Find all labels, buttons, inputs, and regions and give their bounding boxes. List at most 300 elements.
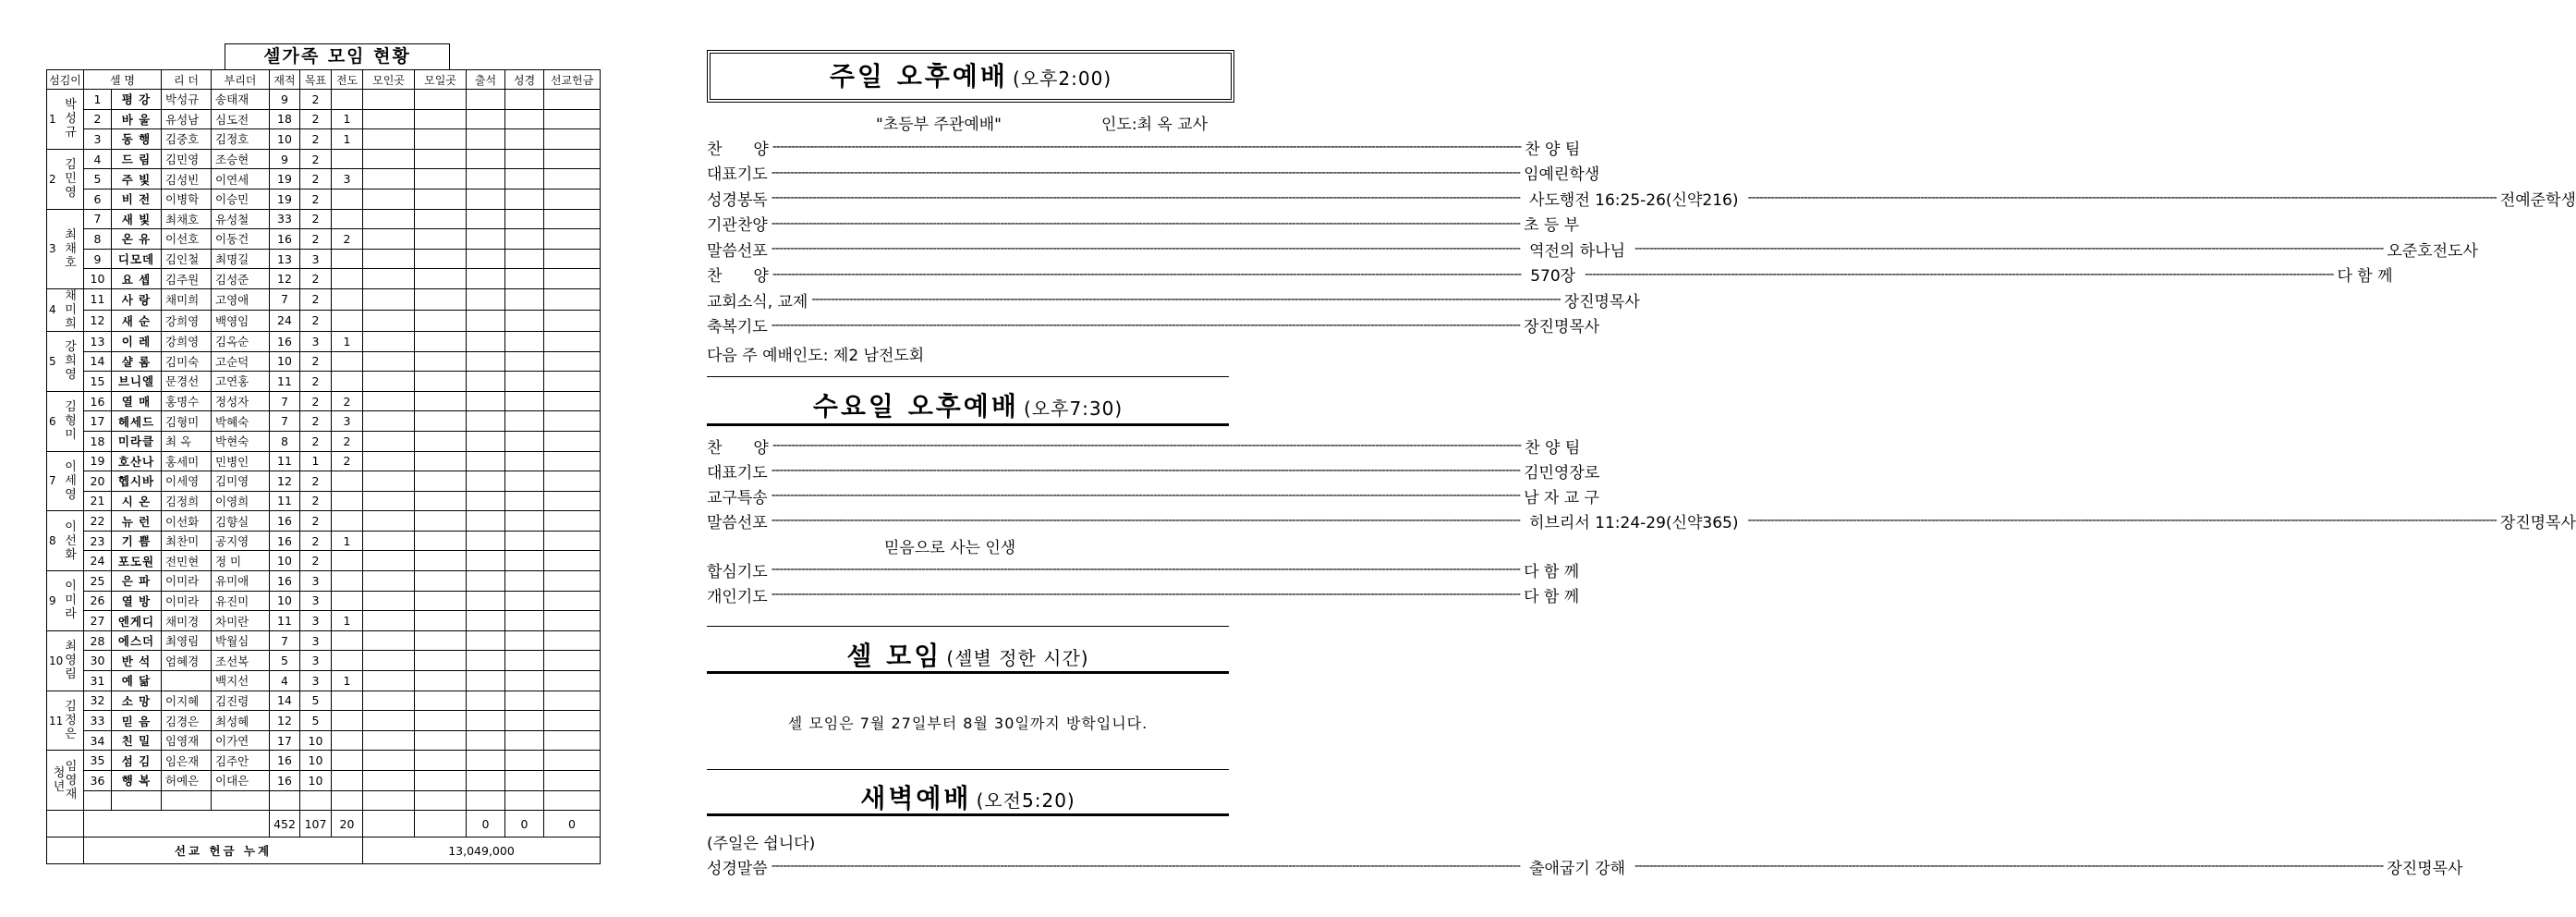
empty-cell <box>467 790 505 811</box>
dash-leader: -------------------------------------------------------------------------------------------------------------------------------------------------------------------------------------------------------- <box>772 266 1522 282</box>
group-leader-cell <box>47 751 84 811</box>
empty-cell <box>467 630 505 651</box>
subleader-name: 김옥순 <box>212 331 270 351</box>
subleader-name: 이승민 <box>212 189 270 209</box>
table-row <box>47 189 601 209</box>
cell-name: 헤세드 <box>112 411 162 432</box>
group-number: 8 <box>49 534 56 548</box>
goal-count: 2 <box>300 269 332 289</box>
wednesday-order-row <box>707 582 1580 606</box>
registered-count: 10 <box>270 551 300 571</box>
empty-cell <box>363 771 415 791</box>
table-row <box>47 229 601 250</box>
empty-cell <box>467 189 505 209</box>
dash-leader: -------------------------------------------------------------------------------------------------------------------------------------------------------------------------------------------------------- <box>1634 859 2384 874</box>
empty-cell <box>415 169 467 190</box>
empty-cell <box>415 611 467 631</box>
sunday-order-row <box>707 287 1640 312</box>
leader-name: 이세영 <box>162 471 212 492</box>
subleader-name: 송태재 <box>212 90 270 110</box>
empty-cell <box>505 711 544 731</box>
goal-count: 2 <box>300 531 332 551</box>
empty-cell <box>467 551 505 571</box>
empty-cell <box>415 531 467 551</box>
empty-cell <box>363 229 415 250</box>
row-number: 4 <box>84 149 112 169</box>
empty-cell <box>415 491 467 511</box>
empty-cell <box>467 671 505 691</box>
subleader-name: 이가연 <box>212 730 270 751</box>
empty-cell <box>505 451 544 471</box>
empty-cell <box>505 551 544 571</box>
empty-cell <box>544 471 601 492</box>
divider <box>707 671 1229 674</box>
next-week-leader: 다음 주 예배인도: 제2 남전도회 <box>707 347 925 365</box>
group-leader-name: 임영재 <box>65 759 78 801</box>
empty-cell <box>363 169 415 190</box>
order-person: 오준호전도사 <box>2387 241 2478 261</box>
table-header-row <box>47 70 601 90</box>
registered-count: 11 <box>270 611 300 631</box>
empty-cell <box>415 471 467 492</box>
cell-status-title: 셀가족 모임 현황 <box>225 43 450 69</box>
cell-meeting-time: (셀별 정한 시간) <box>946 647 1089 669</box>
wednesday-service-title: 수요일 오후예배 <box>812 391 1019 422</box>
cell-name: 엔게디 <box>112 611 162 631</box>
dash-leader: -------------------------------------------------------------------------------------------------------------------------------------------------------------------------------------------------------- <box>1634 241 2384 256</box>
group-number: 2 <box>49 172 56 186</box>
row-number: 17 <box>84 411 112 432</box>
leader-name: 홍명수 <box>162 391 212 411</box>
empty-cell <box>415 811 467 838</box>
registered-count: 16 <box>270 571 300 592</box>
cell-name: 헵시바 <box>112 471 162 492</box>
registered-count: 11 <box>270 491 300 511</box>
column-header: 재적 <box>270 70 300 90</box>
leader-name: 채미희 <box>162 288 212 310</box>
empty-cell <box>363 249 415 269</box>
dash-leader: -------------------------------------------------------------------------------------------------------------------------------------------------------------------------------------------------------- <box>772 438 1522 453</box>
cell-name: 온 유 <box>112 229 162 250</box>
empty-cell <box>467 411 505 432</box>
table-row <box>47 511 601 532</box>
evangelism-count <box>332 790 363 811</box>
cell-name: 반 석 <box>112 651 162 671</box>
row-number: 36 <box>84 771 112 791</box>
order-person: 다 함 께 <box>1524 587 1580 606</box>
order-person: 다 함 께 <box>2337 267 2393 286</box>
evangelism-count <box>332 571 363 592</box>
evangelism-count <box>332 630 363 651</box>
order-person: 김민영장로 <box>1524 463 1600 483</box>
group-leader-cell <box>47 331 84 391</box>
evangelism-count <box>332 288 363 310</box>
empty-cell <box>505 691 544 711</box>
order-person: 찬 양 팀 <box>1525 140 1581 159</box>
divider <box>707 376 1229 377</box>
subleader-name: 박현숙 <box>212 431 270 451</box>
sunday-service-header <box>707 50 1234 103</box>
total-mission: 0 <box>544 811 601 838</box>
subleader-name: 심도전 <box>212 109 270 129</box>
empty-cell <box>415 249 467 269</box>
group-number: 1 <box>49 112 56 126</box>
table-row <box>47 671 601 691</box>
goal-count: 5 <box>300 691 332 711</box>
empty-cell <box>544 229 601 250</box>
cell-name: 열 매 <box>112 391 162 411</box>
group-leader-cell <box>47 571 84 631</box>
goal-count: 2 <box>300 431 332 451</box>
empty-cell <box>505 771 544 791</box>
empty-cell <box>544 551 601 571</box>
leader-name: 이선호 <box>162 229 212 250</box>
column-header: 목표 <box>300 70 332 90</box>
sunday-order-row <box>707 135 1581 159</box>
table-row <box>47 90 601 110</box>
subleader-name <box>212 790 270 811</box>
empty-cell <box>505 129 544 150</box>
row-number: 15 <box>84 372 112 392</box>
empty-cell <box>544 711 601 731</box>
empty-cell <box>505 790 544 811</box>
leader-name: 김정희 <box>162 491 212 511</box>
empty-cell <box>415 189 467 209</box>
group-leader-name: 최채호 <box>65 227 77 270</box>
column-header: 성경 <box>505 70 544 90</box>
evangelism-count <box>332 249 363 269</box>
cell-name: 새 순 <box>112 310 162 331</box>
goal-count: 2 <box>300 109 332 129</box>
empty-cell <box>544 391 601 411</box>
wednesday-order-row <box>707 508 2576 532</box>
cell-name: 디모데 <box>112 249 162 269</box>
row-number: 34 <box>84 730 112 751</box>
empty-cell <box>363 351 415 372</box>
empty-cell <box>467 109 505 129</box>
goal-count: 2 <box>300 551 332 571</box>
goal-count: 3 <box>300 651 332 671</box>
empty-cell <box>415 730 467 751</box>
dash-leader: -------------------------------------------------------------------------------------------------------------------------------------------------------------------------------------------------------- <box>771 190 1521 205</box>
order-person: 장진명목사 <box>1563 292 1640 312</box>
cell-name: 미라클 <box>112 431 162 451</box>
order-person: 장진명목사 <box>1524 318 1600 336</box>
registered-count: 17 <box>270 730 300 751</box>
wednesday-order-row <box>707 557 1580 581</box>
row-number: 11 <box>84 288 112 310</box>
cell-name: 이 레 <box>112 331 162 351</box>
empty-cell <box>505 249 544 269</box>
empty-cell <box>544 249 601 269</box>
goal-count: 2 <box>300 129 332 150</box>
cell-name: 호산나 <box>112 451 162 471</box>
empty-cell <box>363 651 415 671</box>
subleader-name: 김미영 <box>212 471 270 492</box>
goal-count: 2 <box>300 471 332 492</box>
leader-name: 이미라 <box>162 591 212 611</box>
order-label: 성경봉독 <box>707 190 768 210</box>
empty-cell <box>544 751 601 771</box>
subleader-name: 김향실 <box>212 511 270 532</box>
empty-cell <box>363 411 415 432</box>
goal-count: 3 <box>300 331 332 351</box>
row-number: 26 <box>84 591 112 611</box>
empty-cell <box>505 391 544 411</box>
dash-leader: -------------------------------------------------------------------------------------------------------------------------------------------------------------------------------------------------------- <box>811 292 1561 307</box>
sunday-order-row <box>707 161 1600 185</box>
evangelism-count <box>332 372 363 392</box>
empty-cell <box>415 790 467 811</box>
subleader-name: 고영애 <box>212 288 270 310</box>
empty-cell <box>415 90 467 110</box>
leader-name: 최채호 <box>162 209 212 229</box>
evangelism-count: 3 <box>332 411 363 432</box>
empty-cell <box>363 269 415 289</box>
group-leader-cell <box>47 209 84 288</box>
goal-count <box>300 790 332 811</box>
goal-count: 10 <box>300 771 332 791</box>
registered-count: 8 <box>270 431 300 451</box>
cell-name: 동 행 <box>112 129 162 150</box>
empty-cell <box>544 109 601 129</box>
goal-count: 2 <box>300 391 332 411</box>
empty-cell <box>544 491 601 511</box>
empty-cell <box>363 310 415 331</box>
empty-cell <box>363 189 415 209</box>
empty-cell <box>467 331 505 351</box>
evangelism-count <box>332 149 363 169</box>
registered-count: 19 <box>270 169 300 190</box>
subleader-name: 백영임 <box>212 310 270 331</box>
goal-count: 2 <box>300 351 332 372</box>
row-number: 8 <box>84 229 112 250</box>
empty-cell <box>544 431 601 451</box>
empty-cell <box>467 651 505 671</box>
empty-cell <box>505 169 544 190</box>
table-row <box>47 411 601 432</box>
goal-count: 2 <box>300 411 332 432</box>
empty-cell <box>544 129 601 150</box>
evangelism-count <box>332 551 363 571</box>
empty-cell <box>544 209 601 229</box>
leader-name: 홍세미 <box>162 451 212 471</box>
column-header: 부리더 <box>212 70 270 90</box>
row-number: 18 <box>84 431 112 451</box>
empty-cell <box>415 269 467 289</box>
row-number: 6 <box>84 189 112 209</box>
cell-name: 기 쁨 <box>112 531 162 551</box>
empty-cell <box>363 811 415 838</box>
empty-cell <box>467 229 505 250</box>
empty-cell <box>415 691 467 711</box>
total-goal: 107 <box>300 811 332 838</box>
table-row <box>47 109 601 129</box>
empty-cell <box>467 351 505 372</box>
empty-cell <box>544 531 601 551</box>
group-leader-cell <box>47 391 84 451</box>
row-number: 2 <box>84 109 112 129</box>
sunday-service-title: 주일 오후예배 <box>829 61 1008 92</box>
table-row <box>47 630 601 651</box>
evangelism-count: 2 <box>332 391 363 411</box>
sunday-order-row <box>707 212 1580 236</box>
evangelism-count: 1 <box>332 671 363 691</box>
column-header: 출석 <box>467 70 505 90</box>
leader-name <box>162 790 212 811</box>
empty-cell <box>505 511 544 532</box>
evangelism-count <box>332 591 363 611</box>
total-evangelism: 20 <box>332 811 363 838</box>
empty-cell <box>505 591 544 611</box>
order-person: 남 자 교 구 <box>1524 488 1599 507</box>
subleader-name: 고순덕 <box>212 351 270 372</box>
row-number: 27 <box>84 611 112 631</box>
table-row <box>47 471 601 492</box>
sunday-theme: "초등부 주관예배" <box>876 116 1002 134</box>
group-leader-cell <box>47 691 84 751</box>
table-row <box>47 209 601 229</box>
registered-count: 19 <box>270 189 300 209</box>
total-attendance: 0 <box>467 811 505 838</box>
row-number: 20 <box>84 471 112 492</box>
table-row <box>47 491 601 511</box>
goal-count: 3 <box>300 671 332 691</box>
empty-cell <box>47 811 84 838</box>
row-number: 23 <box>84 531 112 551</box>
leader-name: 김중호 <box>162 129 212 150</box>
group-leader-name: 박성규 <box>65 98 77 141</box>
dash-leader: -------------------------------------------------------------------------------------------------------------------------------------------------------------------------------------------------------- <box>771 587 1521 602</box>
dash-leader: -------------------------------------------------------------------------------------------------------------------------------------------------------------------------------------------------------- <box>771 488 1521 503</box>
evangelism-count: 1 <box>332 611 363 631</box>
table-row <box>47 651 601 671</box>
registered-count: 16 <box>270 511 300 532</box>
order-content: 사도행전 16:25-26(신약216) <box>1529 190 1739 210</box>
table-row <box>47 372 601 392</box>
row-number: 13 <box>84 331 112 351</box>
empty-cell <box>363 149 415 169</box>
cell-name: 행 복 <box>112 771 162 791</box>
dash-leader: -------------------------------------------------------------------------------------------------------------------------------------------------------------------------------------------------------- <box>771 241 1521 256</box>
cell-name: 샬 롬 <box>112 351 162 372</box>
table-row <box>47 751 601 771</box>
empty-cell <box>415 229 467 250</box>
leader-name: 이선화 <box>162 511 212 532</box>
cell-name <box>112 790 162 811</box>
divider <box>707 769 1229 770</box>
empty-cell <box>505 491 544 511</box>
leader-name: 이병학 <box>162 189 212 209</box>
dawn-service-header <box>707 778 1229 815</box>
empty-cell <box>544 149 601 169</box>
group-number: 7 <box>49 474 56 488</box>
empty-cell <box>415 551 467 571</box>
cell-name: 포도원 <box>112 551 162 571</box>
row-number: 33 <box>84 711 112 731</box>
empty-cell <box>544 269 601 289</box>
empty-cell <box>505 471 544 492</box>
evangelism-count <box>332 471 363 492</box>
empty-cell <box>363 531 415 551</box>
empty-cell <box>467 249 505 269</box>
order-label: 기관찬양 <box>707 216 768 235</box>
empty-cell <box>467 149 505 169</box>
leader-name <box>162 671 212 691</box>
cell-name: 비 전 <box>112 189 162 209</box>
empty-cell <box>415 511 467 532</box>
subleader-name: 정 미 <box>212 551 270 571</box>
empty-cell <box>544 651 601 671</box>
evangelism-count: 1 <box>332 531 363 551</box>
column-header: 모인곳 <box>363 70 415 90</box>
empty-cell <box>544 691 601 711</box>
empty-cell <box>363 209 415 229</box>
registered-count: 16 <box>270 229 300 250</box>
empty-cell <box>415 288 467 310</box>
group-number: 4 <box>49 303 56 317</box>
dawn-service-title: 새벽예배 <box>860 783 972 813</box>
registered-count: 7 <box>270 630 300 651</box>
row-number: 7 <box>84 209 112 229</box>
group-number: 3 <box>49 242 56 256</box>
empty-cell <box>363 331 415 351</box>
order-label: 합심기도 <box>707 562 768 581</box>
cell-meeting-notice: 셀 모임은 7월 27일부터 8월 30일까지 방학입니다. <box>787 715 1148 732</box>
empty-cell <box>467 491 505 511</box>
table-row <box>47 691 601 711</box>
order-label: 찬 양 <box>707 438 769 458</box>
dash-leader: -------------------------------------------------------------------------------------------------------------------------------------------------------------------------------------------------------- <box>771 513 1521 528</box>
empty-cell <box>415 391 467 411</box>
empty-cell <box>363 611 415 631</box>
cell-name: 소 망 <box>112 691 162 711</box>
goal-count: 10 <box>300 730 332 751</box>
empty-cell <box>505 571 544 592</box>
empty-cell <box>505 209 544 229</box>
empty-cell <box>467 471 505 492</box>
cell-status-table <box>46 69 601 864</box>
cumulative-label: 선교 헌금 누계 <box>84 838 363 864</box>
sunday-service-time: (오후2:00) <box>1012 67 1112 90</box>
empty-cell <box>363 451 415 471</box>
empty-cell <box>467 310 505 331</box>
empty-cell <box>363 109 415 129</box>
leader-name: 허예은 <box>162 771 212 791</box>
table-row <box>47 249 601 269</box>
column-header: 선교헌금 <box>544 70 601 90</box>
row-number: 35 <box>84 751 112 771</box>
table-row <box>47 551 601 571</box>
cell-name: 평 강 <box>112 90 162 110</box>
row-number: 32 <box>84 691 112 711</box>
subleader-name: 최명길 <box>212 249 270 269</box>
leader-name: 임은재 <box>162 751 212 771</box>
group-number: 6 <box>49 414 56 428</box>
empty-cell <box>363 730 415 751</box>
dash-leader: -------------------------------------------------------------------------------------------------------------------------------------------------------------------------------------------------------- <box>771 859 1521 874</box>
cell-name: 뉴 런 <box>112 511 162 532</box>
registered-count: 16 <box>270 531 300 551</box>
empty-cell <box>544 511 601 532</box>
empty-cell <box>467 711 505 731</box>
goal-count: 2 <box>300 90 332 110</box>
registered-count: 13 <box>270 249 300 269</box>
column-header: 리 더 <box>162 70 212 90</box>
empty-cell <box>467 209 505 229</box>
group-number: 9 <box>49 593 56 607</box>
leader-name: 강희영 <box>162 310 212 331</box>
